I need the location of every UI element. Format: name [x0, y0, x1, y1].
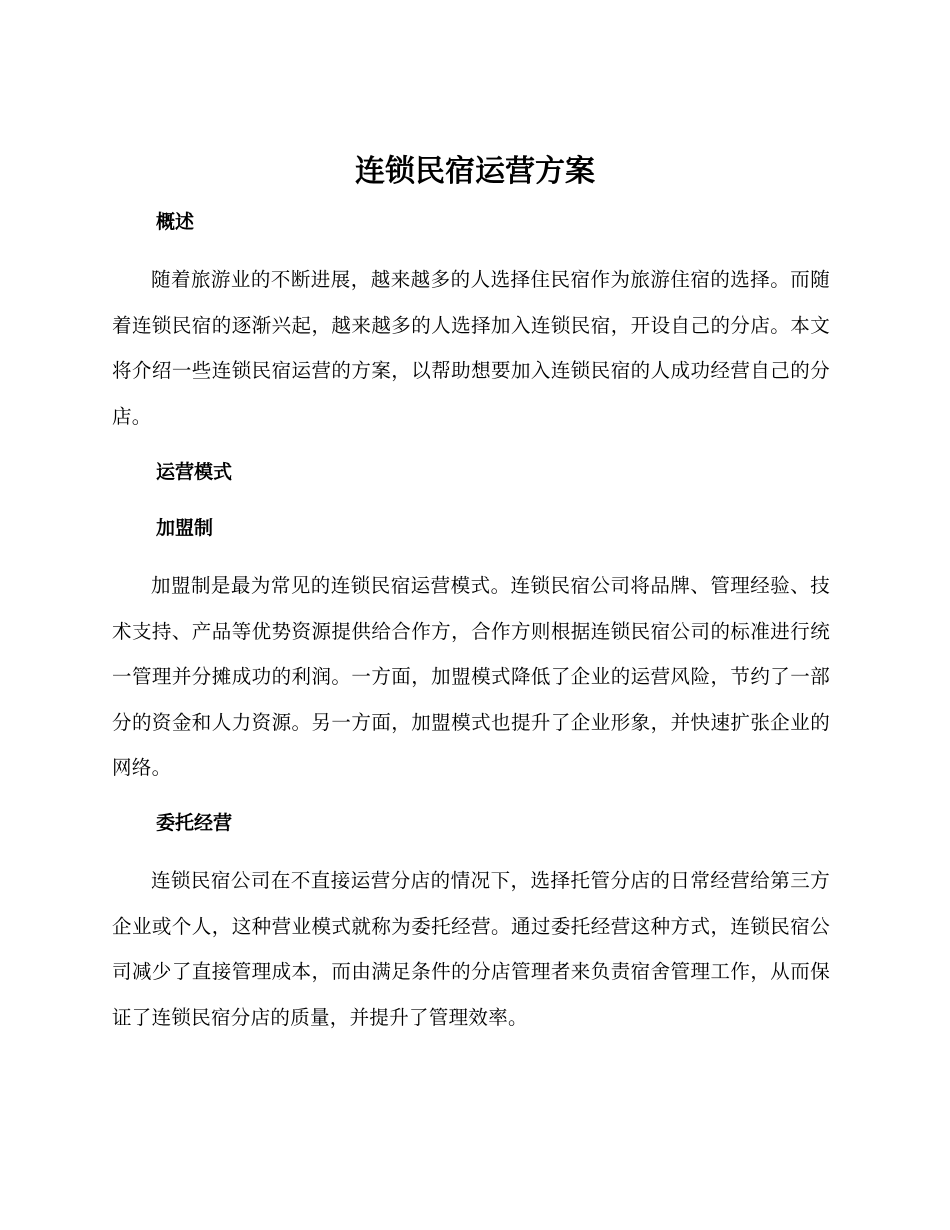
document-title: 连锁民宿运营方案 — [355, 154, 595, 189]
paragraph-entrusted-operation: 连锁民宿公司在不直接运营分店的情况下，选择托管分店的日常经营给第三方企业或个人，这种营业模式就称为委托经营。通过委托经营这种方式，连锁民宿公司减少了直接管理成本，而由满足条件的分店管理者来负责宿舍管理工作，从而保证了连锁民宿分店的质量，并提升了管理效率。 — [112, 869, 830, 1029]
section-heading-entrusted-operation: 委托经营 — [156, 812, 233, 834]
paragraph-overview: 随着旅游业的不断进展，越来越多的人选择住民宿作为旅游住宿的选择。而随着连锁民宿的逐渐兴起，越来越多的人选择加入连锁民宿，开设自己的分店。本文将介绍一些连锁民宿运营的方案，以帮助想要加入连锁民宿的人成功经营自己的分店。 — [112, 268, 830, 428]
section-heading-operation-mode: 运营模式 — [156, 461, 233, 483]
section-heading-franchise: 加盟制 — [156, 517, 214, 539]
section-heading-overview: 概述 — [156, 211, 195, 233]
paragraph-franchise: 加盟制是最为常见的连锁民宿运营模式。连锁民宿公司将品牌、管理经验、技术支持、产品等优势资源提供给合作方，合作方则根据连锁民宿公司的标准进行统一管理并分摊成功的利润。一方面，加盟模式降低了企业的运营风险，节约了一部分的资金和人力资源。另一方面，加盟模式也提升了企业形象，并快速扩张企业的网络。 — [112, 574, 830, 779]
